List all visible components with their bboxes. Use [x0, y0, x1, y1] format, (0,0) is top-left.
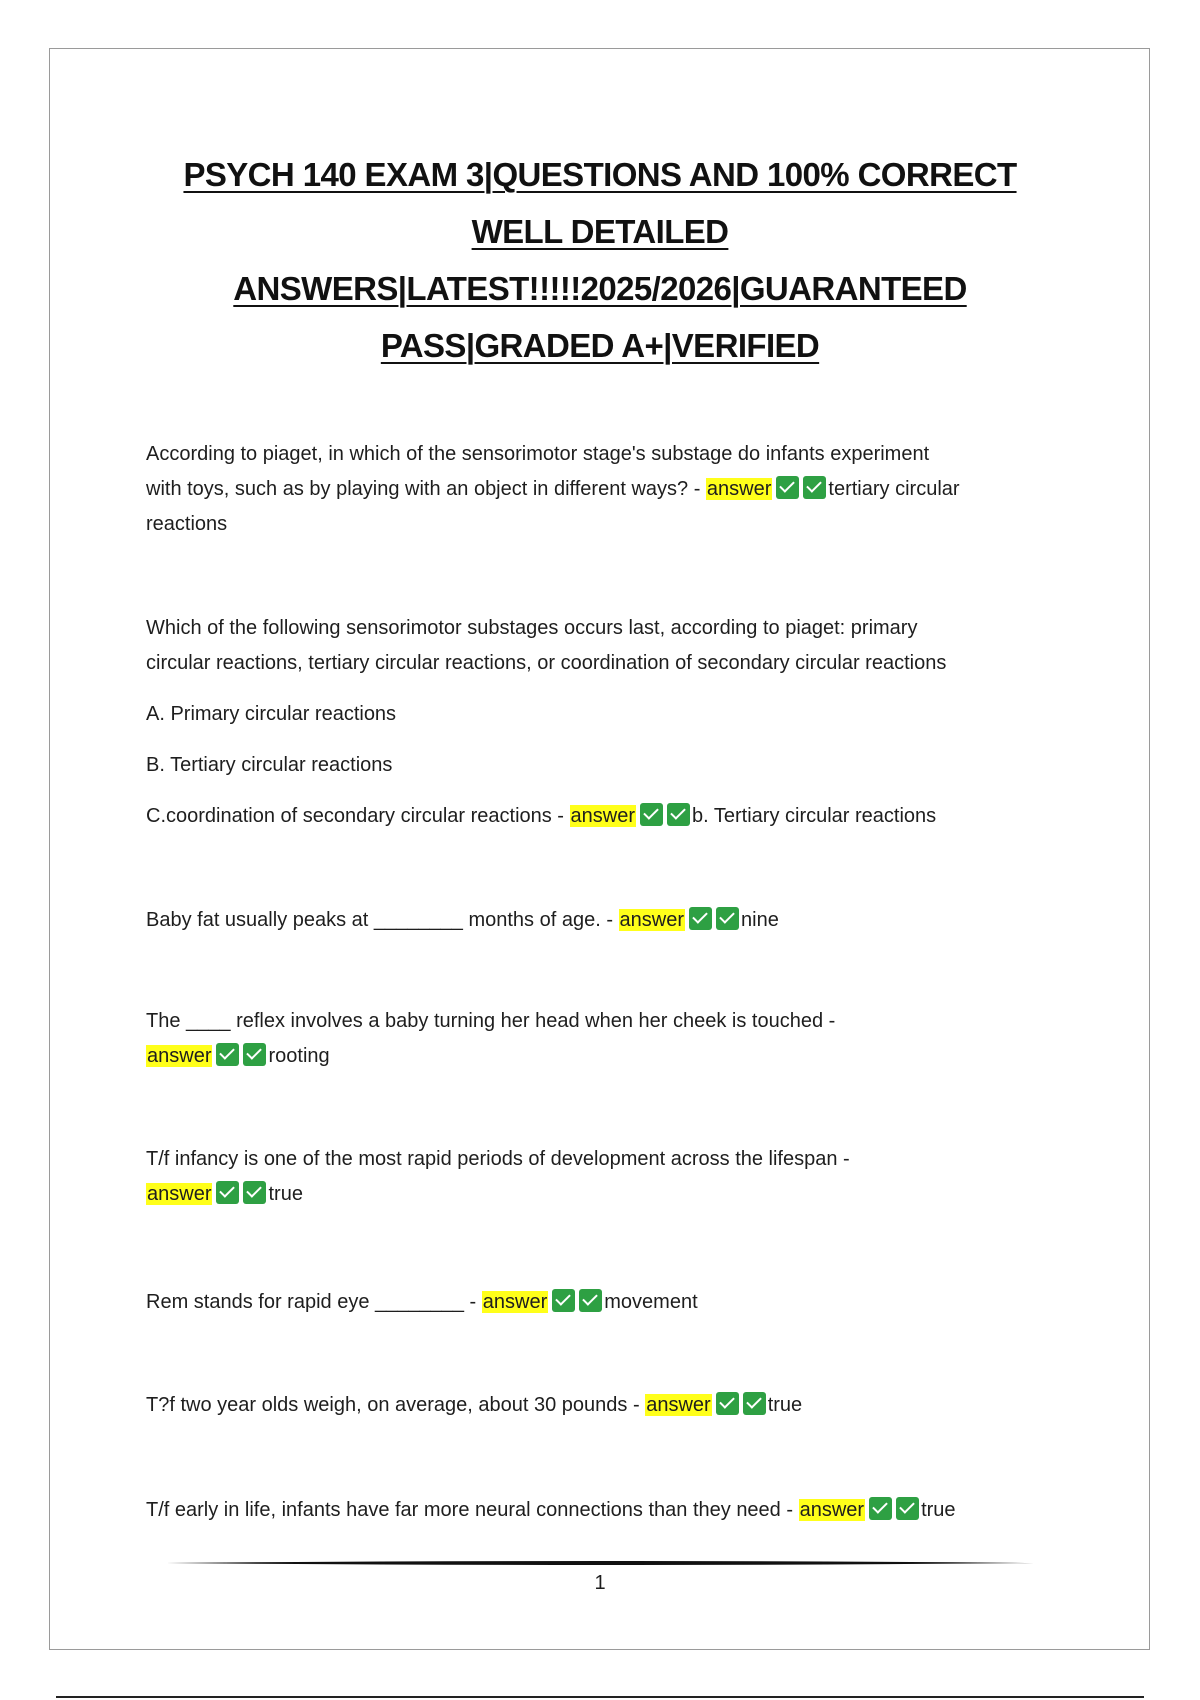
option-c [146, 799, 1076, 834]
check-mark-icon [667, 803, 690, 826]
title-line: PSYCH 140 EXAM 3|QUESTIONS AND 100% CORRECT [183, 156, 1017, 193]
question-text: Baby fat usually peaks at ________ months of age. - [146, 909, 619, 931]
answer-text: true [767, 1394, 803, 1416]
question-text: Which of the following sensorimotor substages occurs last, according to piaget: primary [146, 617, 918, 639]
question-1 [146, 437, 1076, 542]
answer-text: true [921, 1499, 956, 1521]
title-line: WELL DETAILED [471, 213, 729, 250]
answer-label: answer [147, 1045, 212, 1067]
option-b: B. Tertiary circular reactions [146, 754, 393, 776]
check-mark-icon [803, 476, 826, 499]
footer-divider [166, 1560, 1034, 1566]
check-mark-icon [216, 1181, 239, 1204]
answer-line [146, 1177, 1076, 1212]
question-text: circular reactions, tertiary circular reactions, or coordination of secondary circular reactions [146, 652, 947, 674]
answer-text: true [268, 1183, 303, 1205]
check-mark-icon [640, 803, 663, 826]
question-text: reactions [146, 513, 228, 535]
check-mark-icon [896, 1497, 919, 1520]
page-number: 1 [594, 1572, 606, 1594]
page-bottom-rule [56, 1696, 1144, 1698]
question-text: with toys, such as by playing with an object in different ways? - [146, 478, 706, 500]
question-text-line [146, 903, 1076, 938]
question-text: According to piaget, in which of the sensorimotor stage's substage do infants experiment [146, 443, 930, 465]
option-a: A. Primary circular reactions [146, 703, 397, 725]
answer-label: answer [646, 1394, 711, 1416]
check-mark-icon [243, 1181, 266, 1204]
answer-text: nine [741, 909, 779, 931]
question-6 [146, 1285, 1076, 1320]
check-mark-icon [689, 907, 712, 930]
answer-label: answer [570, 805, 636, 827]
question-text-line [146, 1493, 1076, 1528]
answer-text: tertiary circular [828, 478, 960, 500]
answer-label: answer [482, 1291, 548, 1313]
question-7 [146, 1388, 1076, 1423]
check-mark-icon [776, 476, 799, 499]
check-mark-icon [552, 1289, 575, 1312]
answer-line [146, 1039, 1076, 1074]
question-4 [146, 1004, 1076, 1074]
question-text: T/f early in life, infants have far more neural connections than they need - [146, 1499, 799, 1521]
question-text: Rem stands for rapid eye ________ - [146, 1291, 482, 1313]
answer-label: answer [799, 1499, 865, 1521]
question-text-line [146, 1285, 1076, 1320]
check-mark-icon [716, 907, 739, 930]
answer-text: movement [604, 1291, 698, 1313]
answer-label: answer [147, 1183, 212, 1205]
question-text-line [146, 472, 1076, 507]
document-title [100, 146, 1100, 374]
question-text: The ____ reflex involves a baby turning her head when her cheek is touched - [146, 1010, 836, 1032]
check-mark-icon [243, 1043, 266, 1066]
question-text: C.coordination of secondary circular reactions - [146, 805, 570, 827]
check-mark-icon [716, 1392, 739, 1415]
answer-label: answer [619, 909, 685, 931]
answer-text: b. Tertiary circular reactions [692, 805, 937, 827]
question-5 [146, 1142, 1076, 1212]
question-2 [146, 611, 1076, 834]
check-mark-icon [216, 1043, 239, 1066]
check-mark-icon [743, 1392, 766, 1415]
check-mark-icon [869, 1497, 892, 1520]
title-line: ANSWERS|LATEST!!!!!2025/2026|GUARANTEED [233, 270, 967, 307]
title-line: PASS|GRADED A+|VERIFIED [380, 327, 820, 364]
question-text: T?f two year olds weigh, on average, about 30 pounds - [146, 1394, 646, 1416]
question-8 [146, 1493, 1076, 1528]
answer-label: answer [706, 478, 772, 500]
question-text: T/f infancy is one of the most rapid periods of development across the lifespan - [146, 1148, 850, 1170]
check-mark-icon [579, 1289, 602, 1312]
question-text-line [146, 1388, 1076, 1423]
question-3 [146, 903, 1076, 938]
answer-text: rooting [268, 1045, 330, 1067]
